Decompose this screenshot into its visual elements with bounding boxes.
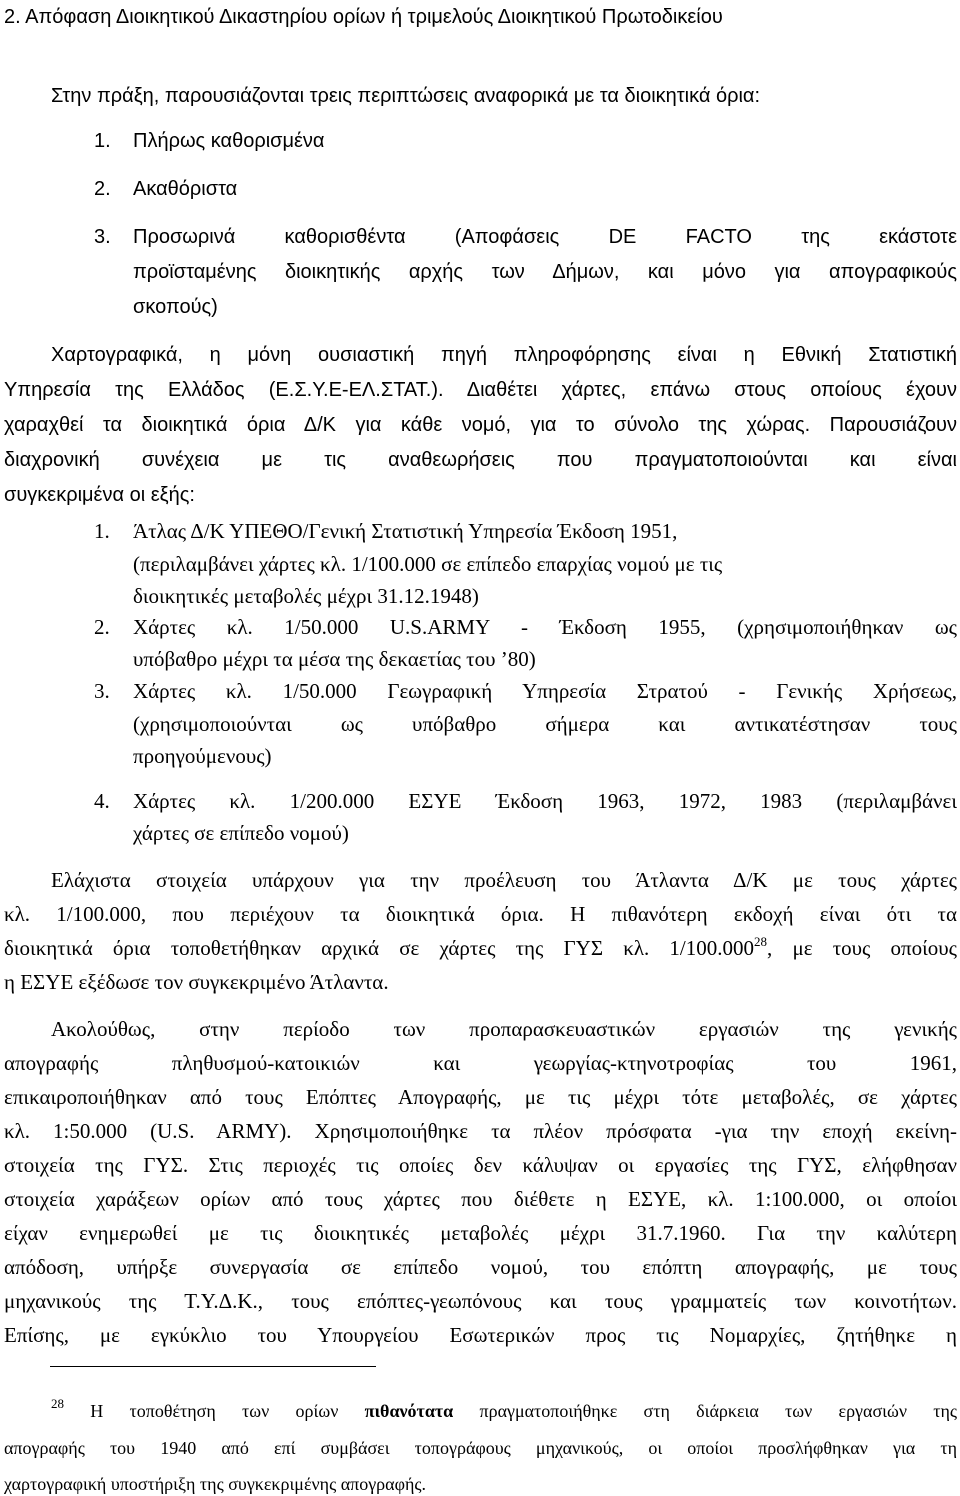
case-number: 1. <box>94 130 111 152</box>
footnote-line <box>51 1396 958 1422</box>
paragraph-line: η ΕΣΥΕ εξέδωσε τον συγκεκριμένο Άτλαντα. <box>4 970 389 994</box>
paragraph-line: Ελάχιστα στοιχεία υπάρχουν για την προέλευση του Άτλαντα Δ/Κ με τους χάρτες <box>51 868 957 892</box>
map-number: 4. <box>94 789 110 813</box>
footnote-mark: 28 <box>51 1396 64 1411</box>
paragraph-line: επικαιροποιήθηκαν από τους Επόπτες Απογραφής, με τις μέχρι τότε μεταβολές, σε χάρτες <box>4 1085 957 1109</box>
footnote-separator <box>50 1366 376 1367</box>
map-text: (χρησιμοποιούνται ως υπόβαθρο σήμερα και αντικατέστησαν τους <box>133 712 957 736</box>
map-number: 3. <box>94 679 110 703</box>
paragraph-text: διοικητικά όρια τοποθετήθηκαν αρχικά σε χάρτες της ΓΥΣ κλ. 1/100.000 <box>4 936 755 960</box>
map-text: υπόβαθρο μέχρι τα μέσα της δεκαετίας του ’80) <box>133 647 536 671</box>
paragraph-line: στοιχεία της ΓΥΣ. Στις περιοχές τις οποίες δεν κάλυψαν οι εργασίες της ΓΥΣ, ελήφθησαν <box>4 1153 957 1177</box>
footnote-line: χαρτογραφική υποστήριξη της συγκεκριμένης απογραφής. <box>4 1474 427 1494</box>
case-text: Πλήρως καθορισμένα <box>133 130 325 152</box>
footnote-emphasis: πιθανότατα <box>364 1401 454 1421</box>
paragraph-line-with-footnote <box>4 935 957 961</box>
map-number: 2. <box>94 615 110 639</box>
footnote-line: απογραφής του 1940 από επί συμβάσει τοπογράφους μηχανικούς, οι οποίοι προσλήφθηκαν για τη <box>4 1438 957 1458</box>
case-text: προϊσταμένης διοικητικής αρχής των Δήμων, και μόνο για απογραφικούς <box>133 261 957 283</box>
paragraph-line: διαχρονική συνέχεια με τις αναθεωρήσεις που πραγματοποιούνται και είναι <box>4 449 957 471</box>
case-number: 2. <box>94 178 111 200</box>
map-text: Χάρτες κλ. 1/50.000 U.S.ARMY - Έκδοση 1955, (χρησιμοποιήθηκαν ως <box>133 615 957 639</box>
paragraph-line: μηχανικούς της Τ.Υ.Δ.Κ., τους επόπτες-γεωπόνους και τους γραμματείς των κοινοτήτων. <box>4 1289 957 1313</box>
map-text: Χάρτες κλ. 1/50.000 Γεωγραφική Υπηρεσία Στρατού - Γενικής Χρήσεως, <box>133 679 957 703</box>
paragraph-line: Επίσης, με εγκύκλιο του Υπουργείου Εσωτερικών προς τις Νομαρχίες, ζητήθηκε η <box>4 1323 957 1347</box>
paragraph-line: Υπηρεσία της Ελλάδος (Ε.Σ.Υ.Ε-ΕΛ.ΣΤΑΤ.). Διαθέτει χάρτες, επάνω στους οποίους έχουν <box>4 379 957 401</box>
paragraph-line: χαραχθεί τα διοικητικά όρια Δ/Κ για κάθε νομό, για το σύνολο της χώρας. Παρουσιάζουν <box>4 414 957 436</box>
case-text: Ακαθόριστα <box>133 178 238 200</box>
paragraph-text: , με τους οποίους <box>767 936 957 960</box>
paragraph-line: Ακολούθως, στην περίοδο των προπαρασκευαστικών εργασιών της γενικής <box>51 1017 957 1041</box>
paragraph-line: απογραφής πληθυσμού-κατοικιών και γεωργίας-κτηνοτροφίας του 1961, <box>4 1051 957 1075</box>
map-number: 1. <box>94 519 110 543</box>
case-text: Προσωρινά καθορισθέντα (Αποφάσεις DE FACTO της εκάστοτε <box>133 226 957 248</box>
case-text: σκοπούς) <box>133 296 218 318</box>
case-number: 3. <box>94 226 111 248</box>
map-text: Άτλας Δ/Κ ΥΠΕΘΟ/Γενική Στατιστική Υπηρεσία Έκδοση 1951, <box>133 519 678 543</box>
paragraph-line: κλ. 1:50.000 (U.S. ARMY). Χρησιμοποιήθηκε τα πλέον πρόσφατα -για την εποχή εκείνη- <box>4 1119 957 1143</box>
paragraph-line: Χαρτογραφικά, η μόνη ουσιαστική πηγή πληροφόρησης είναι η Εθνική Στατιστική <box>51 344 957 366</box>
intro-text: Στην πράξη, παρουσιάζονται τρεις περιπτώσεις αναφορικά με τα διοικητικά όρια: <box>51 85 761 107</box>
map-text: (περιλαμβάνει χάρτες κλ. 1/100.000 σε επίπεδο επαρχίας νομού με τις <box>133 552 723 576</box>
map-text: διοικητικές μεταβολές μέχρι 31.12.1948) <box>133 584 479 608</box>
paragraph-line: κλ. 1/100.000, που περιέχουν τα διοικητικά όρια. Η πιθανότερη εκδοχή είναι ότι τα <box>4 902 957 926</box>
footnote-reference[interactable]: 28 <box>754 934 768 949</box>
map-text: προηγούμενους) <box>133 744 272 768</box>
map-text: Χάρτες κλ. 1/200.000 ΕΣΥΕ Έκδοση 1963, 1972, 1983 (περιλαμβάνει <box>133 789 957 813</box>
section-heading: 2. Απόφαση Διοικητικού Δικαστηρίου ορίων ή τριμελούς Διοικητικού Πρωτοδικείου <box>4 6 723 28</box>
paragraph-line: απόδοση, υπήρξε συνεργασία σε επίπεδο νομού, του επόπτη απογραφής, με τους <box>4 1255 957 1279</box>
footnote-text: Η τοποθέτηση των ορίων <box>90 1401 365 1421</box>
paragraph-line: στοιχεία χαράξεων ορίων από τους χάρτες που διέθετε η ΕΣΥΕ, κλ. 1:100.000, οι οποίοι <box>4 1187 957 1211</box>
paragraph-line: είχαν ενημερωθεί με τις διοικητικές μεταβολές μέχρι 31.7.1960. Για την καλύτερη <box>4 1221 957 1245</box>
paragraph-line: συγκεκριμένα οι εξής: <box>4 484 195 506</box>
map-text: χάρτες σε επίπεδο νομού) <box>133 821 349 845</box>
footnote-text: πραγματοποιήθηκε στη διάρκεια των εργασιών της <box>453 1401 958 1421</box>
